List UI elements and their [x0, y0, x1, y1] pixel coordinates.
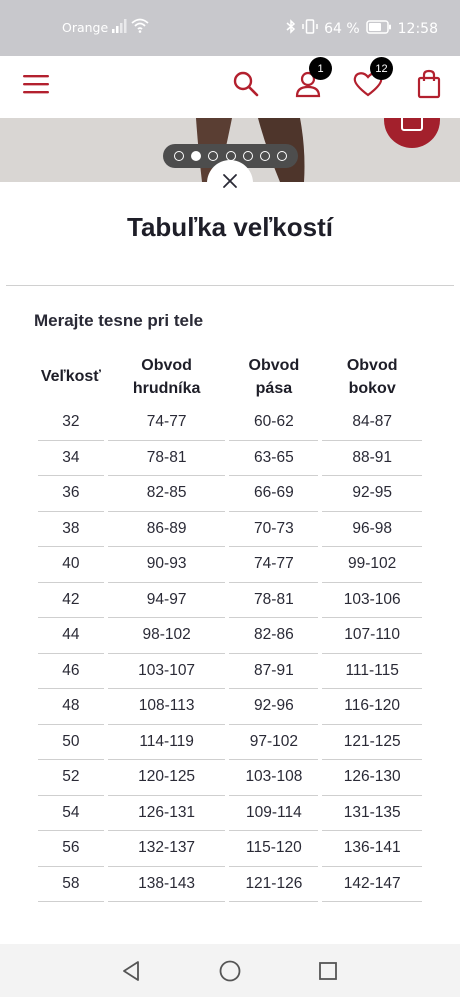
cell-size: 42 — [38, 583, 104, 619]
cell-size: 32 — [38, 405, 104, 441]
cell-hips: 96-98 — [322, 512, 422, 548]
cell-chest: 94-97 — [108, 583, 226, 619]
carousel-dot[interactable] — [208, 151, 218, 161]
measure-note: Merajte tesne pri tele — [34, 311, 204, 330]
cell-size: 54 — [38, 796, 104, 832]
table-row — [38, 441, 422, 477]
signal-icon — [112, 19, 128, 37]
cell-chest: 108-113 — [108, 689, 226, 725]
home-icon[interactable] — [217, 958, 243, 984]
cell-size: 52 — [38, 760, 104, 796]
cell-waist: 103-108 — [229, 760, 318, 796]
bluetooth-icon — [286, 19, 296, 38]
table-row — [38, 476, 422, 512]
divider — [6, 285, 454, 286]
vibrate-icon — [302, 19, 318, 38]
top-navigation — [0, 56, 460, 118]
cell-hips: 88-91 — [322, 441, 422, 477]
wifi-icon — [131, 18, 149, 37]
table-row — [38, 725, 422, 761]
back-icon[interactable] — [118, 958, 144, 984]
cell-size: 48 — [38, 689, 104, 725]
table-row — [38, 867, 422, 903]
table-row — [38, 405, 422, 441]
cell-chest: 132-137 — [108, 831, 226, 867]
close-icon — [222, 173, 238, 193]
cell-size: 50 — [38, 725, 104, 761]
carrier-label: Orange — [62, 20, 109, 35]
cell-size: 56 — [38, 831, 104, 867]
carousel-dot[interactable] — [191, 151, 201, 161]
clock: 12:58 — [397, 20, 438, 37]
account-badge: 1 — [309, 57, 332, 80]
table-row — [38, 689, 422, 725]
cell-hips: 99-102 — [322, 547, 422, 583]
recents-icon[interactable] — [315, 958, 341, 984]
cell-size: 46 — [38, 654, 104, 690]
cell-waist: 87-91 — [229, 654, 318, 690]
menu-icon[interactable] — [16, 64, 56, 104]
cell-size: 44 — [38, 618, 104, 654]
table-row — [38, 583, 422, 619]
cell-chest: 120-125 — [108, 760, 226, 796]
table-row — [38, 618, 422, 654]
sheet-title: Tabuľka veľkostí — [127, 212, 333, 242]
close-button[interactable] — [207, 160, 253, 206]
cell-size: 34 — [38, 441, 104, 477]
cell-waist: 97-102 — [229, 725, 318, 761]
battery-icon — [366, 20, 392, 38]
cell-chest: 114-119 — [108, 725, 226, 761]
cell-chest: 82-85 — [108, 476, 226, 512]
cell-chest: 74-77 — [108, 405, 226, 441]
battery-percent: 64 % — [324, 20, 360, 37]
shopping-bag-icon[interactable] — [409, 64, 449, 104]
cell-waist: 92-96 — [229, 689, 318, 725]
system-navigation-bar — [0, 944, 460, 997]
cell-hips: 131-135 — [322, 796, 422, 832]
cell-hips: 126-130 — [322, 760, 422, 796]
cell-size: 36 — [38, 476, 104, 512]
cell-hips: 92-95 — [322, 476, 422, 512]
table-row — [38, 760, 422, 796]
header-chest: Obvod hrudníka — [132, 356, 201, 397]
search-icon[interactable] — [226, 64, 266, 104]
table-row — [38, 547, 422, 583]
header-waist: Obvod pása — [248, 356, 300, 397]
carousel-dot[interactable] — [260, 151, 270, 161]
table-row — [38, 796, 422, 832]
header-hips: Obvod bokov — [346, 356, 398, 397]
carousel-dot[interactable] — [174, 151, 184, 161]
size-table — [34, 348, 426, 902]
carousel-dot[interactable] — [243, 151, 253, 161]
wishlist-badge: 12 — [370, 57, 393, 80]
cell-size: 38 — [38, 512, 104, 548]
cell-waist: 60-62 — [229, 405, 318, 441]
table-header-row — [38, 348, 422, 405]
cell-chest: 138-143 — [108, 867, 226, 903]
cell-hips: 136-141 — [322, 831, 422, 867]
cell-size: 40 — [38, 547, 104, 583]
cell-waist: 66-69 — [229, 476, 318, 512]
cell-waist: 121-126 — [229, 867, 318, 903]
cell-chest: 103-107 — [108, 654, 226, 690]
header-size: Veľkosť — [40, 368, 101, 385]
cell-size: 58 — [38, 867, 104, 903]
cell-chest: 90-93 — [108, 547, 226, 583]
cell-waist: 78-81 — [229, 583, 318, 619]
cell-chest: 126-131 — [108, 796, 226, 832]
cell-hips: 142-147 — [322, 867, 422, 903]
cell-hips: 107-110 — [322, 618, 422, 654]
cell-hips: 111-115 — [322, 654, 422, 690]
cell-chest: 78-81 — [108, 441, 226, 477]
cell-waist: 82-86 — [229, 618, 318, 654]
cell-chest: 98-102 — [108, 618, 226, 654]
cell-waist: 109-114 — [229, 796, 318, 832]
table-row — [38, 512, 422, 548]
cell-waist: 70-73 — [229, 512, 318, 548]
carousel-dot[interactable] — [277, 151, 287, 161]
cell-waist: 74-77 — [229, 547, 318, 583]
cell-waist: 63-65 — [229, 441, 318, 477]
cell-chest: 86-89 — [108, 512, 226, 548]
table-row — [38, 831, 422, 867]
cell-hips: 103-106 — [322, 583, 422, 619]
cell-hips: 84-87 — [322, 405, 422, 441]
table-row — [38, 654, 422, 690]
status-bar — [0, 0, 460, 56]
cell-hips: 116-120 — [322, 689, 422, 725]
cell-hips: 121-125 — [322, 725, 422, 761]
cell-waist: 115-120 — [229, 831, 318, 867]
